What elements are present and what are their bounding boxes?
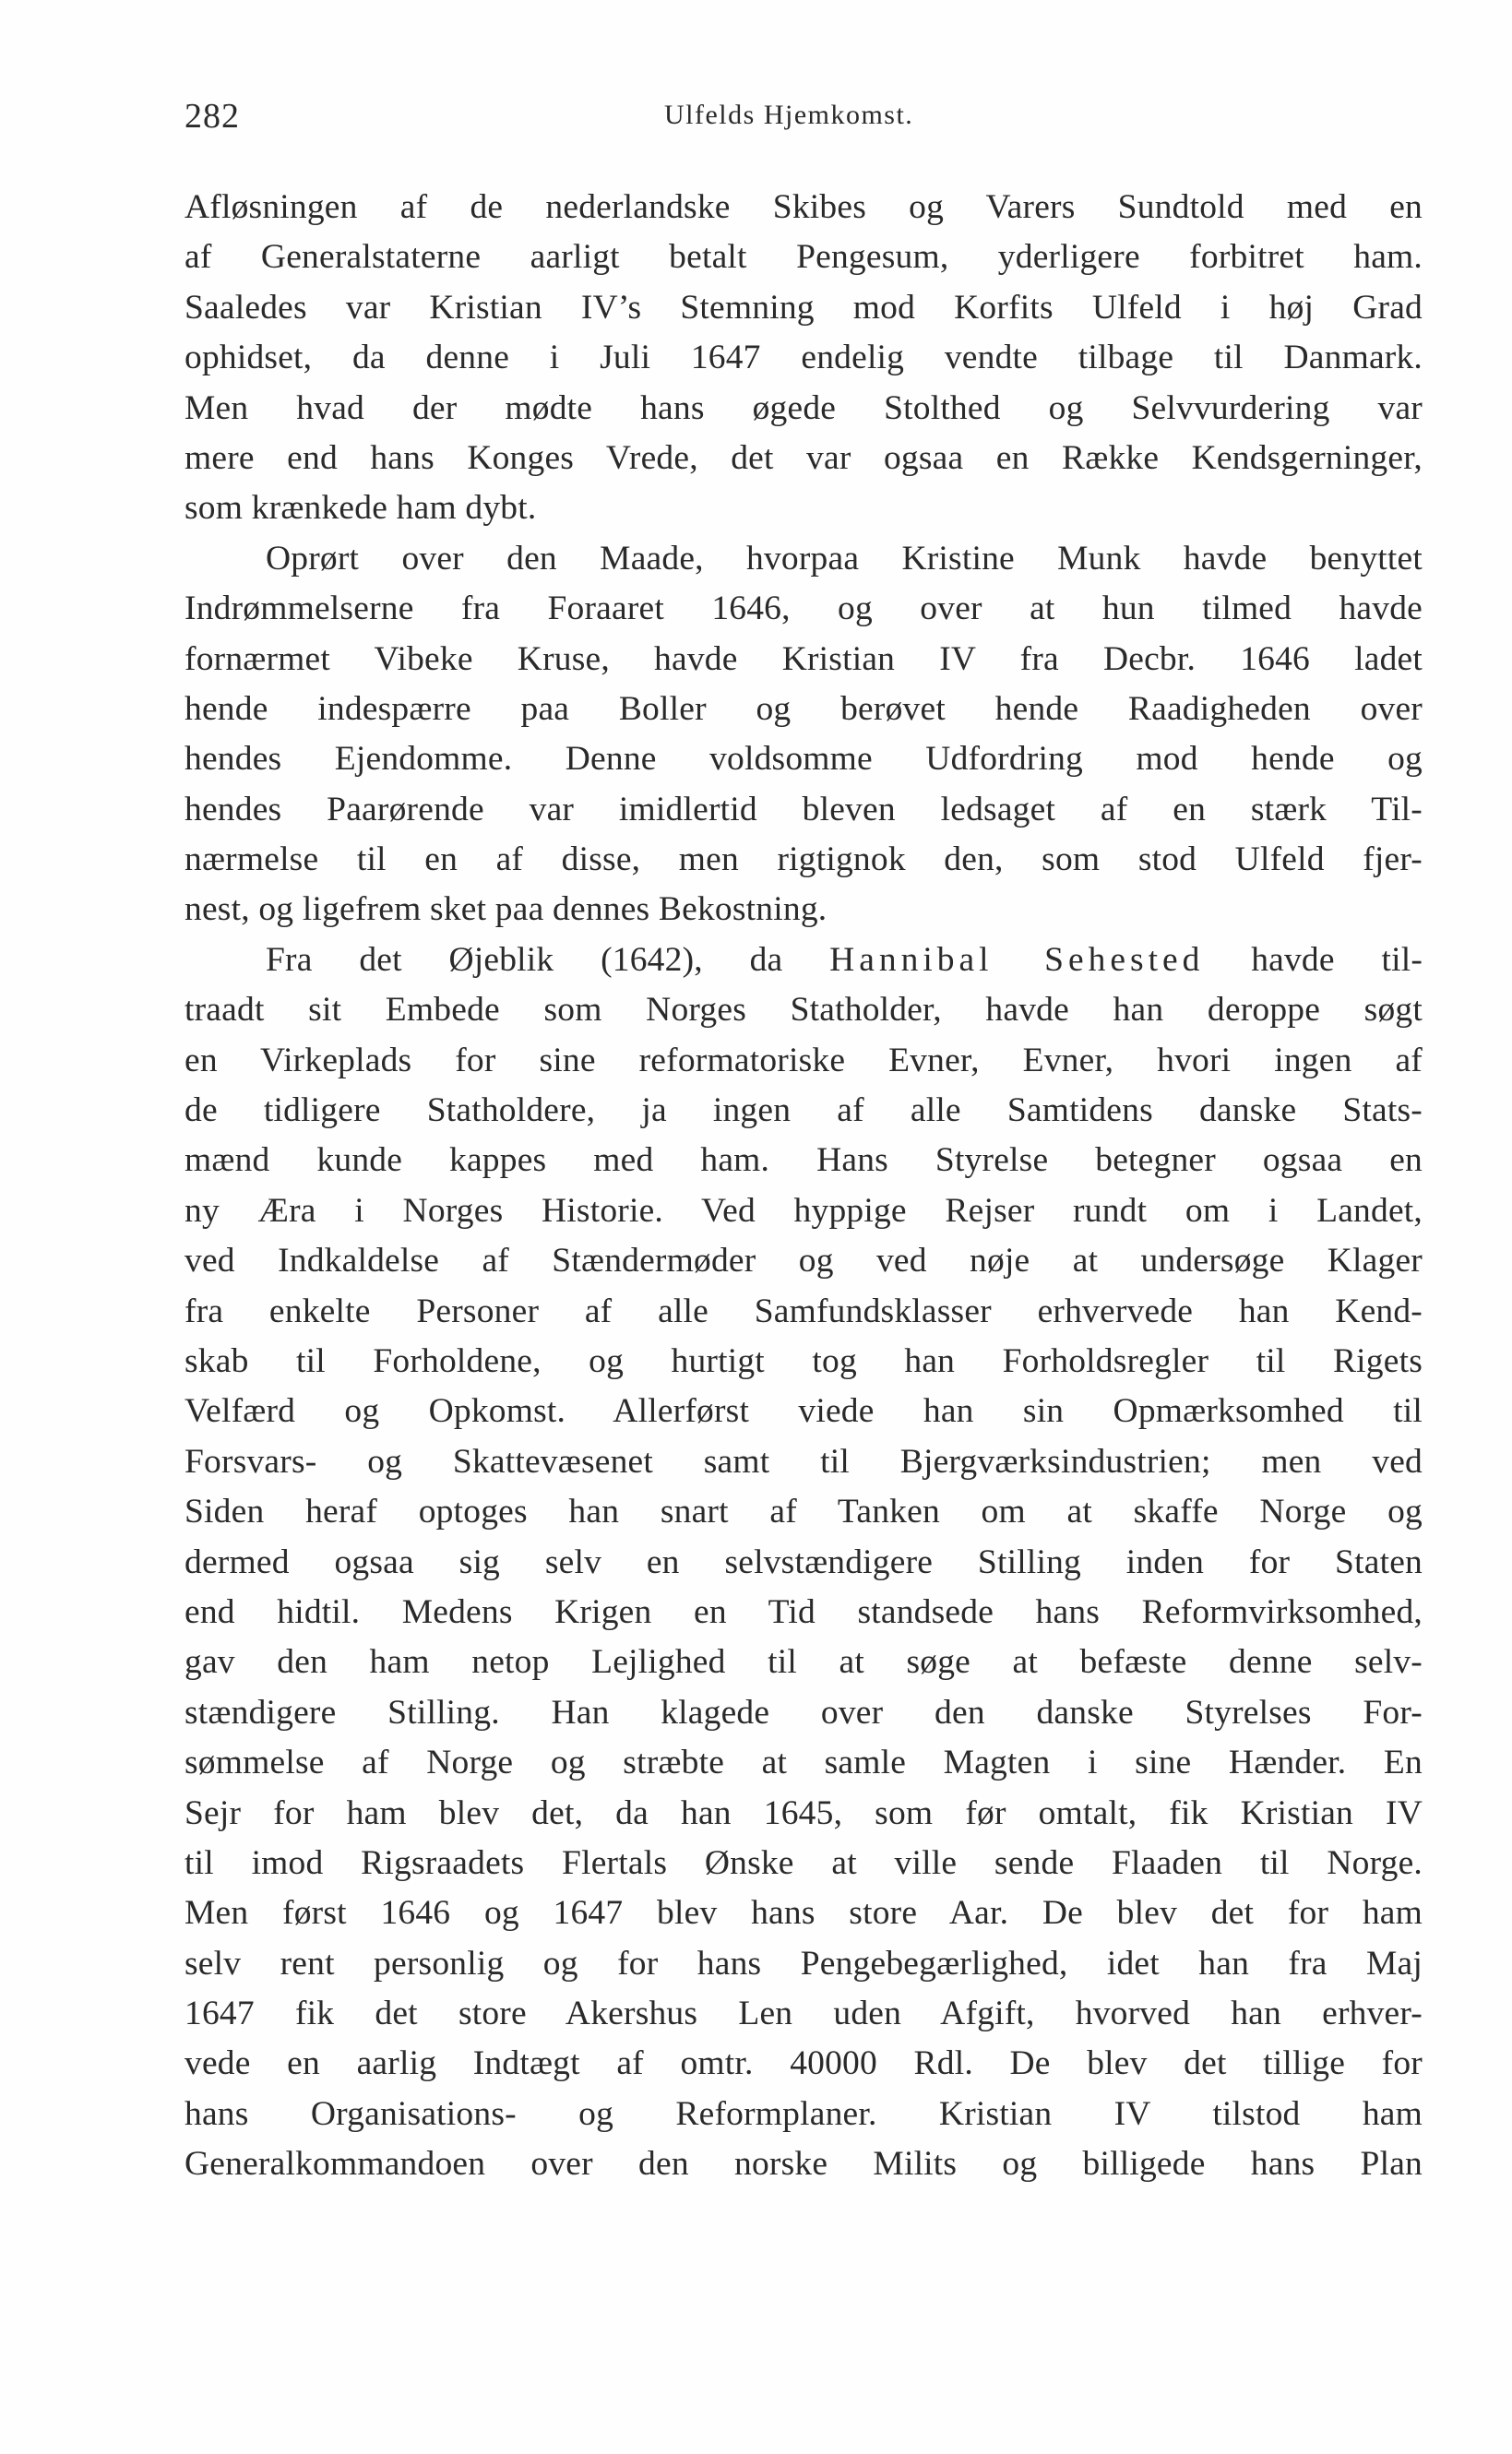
text-line: vede en aarlig Indtægt af omtr. 40000 Rdl. De blev det tillige for xyxy=(185,2044,1423,2083)
text-line: skab til Forholdene, og hurtigt tog han Forholdsregler til Rigets xyxy=(185,1341,1423,1380)
person-name-spaced: Hannibal Sehested xyxy=(829,940,1205,979)
text-line: ophidset, da denne i Juli 1647 endelig vendte tilbage til Danmark. xyxy=(185,339,1423,377)
text-segment: havde til- xyxy=(1251,940,1423,979)
text-line: Indrømmelserne fra Foraaret 1646, og over at hun tilmed havde xyxy=(185,590,1423,628)
text-line: hendes Ejendomme. Denne voldsomme Udfordring mod hende og xyxy=(185,740,1423,779)
text-line: dermed ogsaa sig selv en selvstændigere Stilling inden for Staten xyxy=(185,1543,1423,1581)
text-line: til imod Rigsraadets Flertals Ønske at ville sende Flaaden til Norge. xyxy=(185,1843,1423,1882)
page-number: 282 xyxy=(185,97,240,136)
body-text xyxy=(185,183,1423,2190)
text-line: fornærmet Vibeke Kruse, havde Kristian IV fra Decbr. 1646 ladet xyxy=(185,639,1423,678)
text-segment: Fra det Øjeblik (1642), da xyxy=(266,940,783,979)
text-line: Velfærd og Opkomst. Allerførst viede han sin Opmærksomhed til xyxy=(185,1392,1423,1431)
text-line: 1647 fik det store Akershus Len uden Afgift, hvorved han erhver- xyxy=(185,1995,1423,2033)
text-line xyxy=(185,935,1423,985)
text-line: ny Æra i Norges Historie. Ved hyppige Rejser rundt om i Landet, xyxy=(185,1191,1423,1230)
text-line: selv rent personlig og for hans Pengebegærlighed, idet han fra Maj xyxy=(185,1944,1423,1983)
text-line: nest, og ligefrem sket paa dennes Bekostning. xyxy=(185,890,827,929)
text-line: end hidtil. Medens Krigen en Tid standsede hans Reformvirksomhed, xyxy=(185,1592,1423,1631)
text-line: ved Indkaldelse af Stændermøder og ved nøje at undersøge Klager xyxy=(185,1242,1423,1281)
text-line: mere end hans Konges Vrede, det var ogsaa en Række Kendsgerninger, xyxy=(185,438,1423,477)
text-line: sømmelse af Norge og stræbte at samle Magten i sine Hænder. En xyxy=(185,1744,1423,1782)
text-line: Saaledes var Kristian IV’s Stemning mod Korfits Ulfeld i høj Grad xyxy=(185,288,1423,327)
text-line: en Virkeplads for sine reformatoriske Evner, Evner, hvori ingen af xyxy=(185,1041,1423,1079)
text-line: nærmelse til en af disse, men rigtignok den, som stod Ulfeld fjer- xyxy=(185,840,1423,879)
text-line: Afløsningen af de nederlandske Skibes og Varers Sundtold med en xyxy=(185,188,1423,226)
text-line: Forsvars- og Skattevæsenet samt til Bjergværksindustrien; men ved xyxy=(185,1442,1423,1481)
text-line: Oprørt over den Maade, hvorpaa Kristine Munk havde benyttet xyxy=(266,539,1423,578)
text-line: Sejr for ham blev det, da han 1645, som før omtalt, fik Kristian IV xyxy=(185,1793,1423,1832)
text-line: stændigere Stilling. Han klagede over den danske Styrelses For- xyxy=(185,1693,1423,1732)
page-header xyxy=(185,96,1430,151)
text-line: som krænkede ham dybt. xyxy=(185,489,537,528)
text-line: hendes Paarørende var imidlertid bleven ledsaget af en stærk Til- xyxy=(185,790,1423,828)
text-line: Siden heraf optoges han snart af Tanken om at skaffe Norge og xyxy=(185,1493,1423,1531)
text-line: Generalkommandoen over den norske Milits og billigede hans Plan xyxy=(185,2145,1423,2184)
running-title: Ulfelds Hjemkomst. xyxy=(664,100,914,130)
text-line: hende indespærre paa Boller og berøvet hende Raadigheden over xyxy=(185,689,1423,728)
text-line: hans Organisations- og Reformplaner. Kristian IV tilstod ham xyxy=(185,2094,1423,2133)
text-line: Men først 1646 og 1647 blev hans store Aar. De blev det for ham xyxy=(185,1894,1423,1933)
text-line: mænd kunde kappes med ham. Hans Styrelse betegner ogsaa en xyxy=(185,1141,1423,1180)
text-line: de tidligere Statholdere, ja ingen af alle Samtidens danske Stats- xyxy=(185,1091,1423,1130)
text-line: traadt sit Embede som Norges Statholder, havde han deroppe søgt xyxy=(185,991,1423,1030)
text-line: gav den ham netop Lejlighed til at søge at befæste denne selv- xyxy=(185,1643,1423,1682)
text-line: af Generalstaterne aarligt betalt Pengesum, yderligere forbitret ham. xyxy=(185,238,1423,277)
text-line: fra enkelte Personer af alle Samfundsklasser erhvervede han Kend- xyxy=(185,1292,1423,1330)
text-line: Men hvad der mødte hans øgede Stolthed og Selvvurdering var xyxy=(185,388,1423,427)
